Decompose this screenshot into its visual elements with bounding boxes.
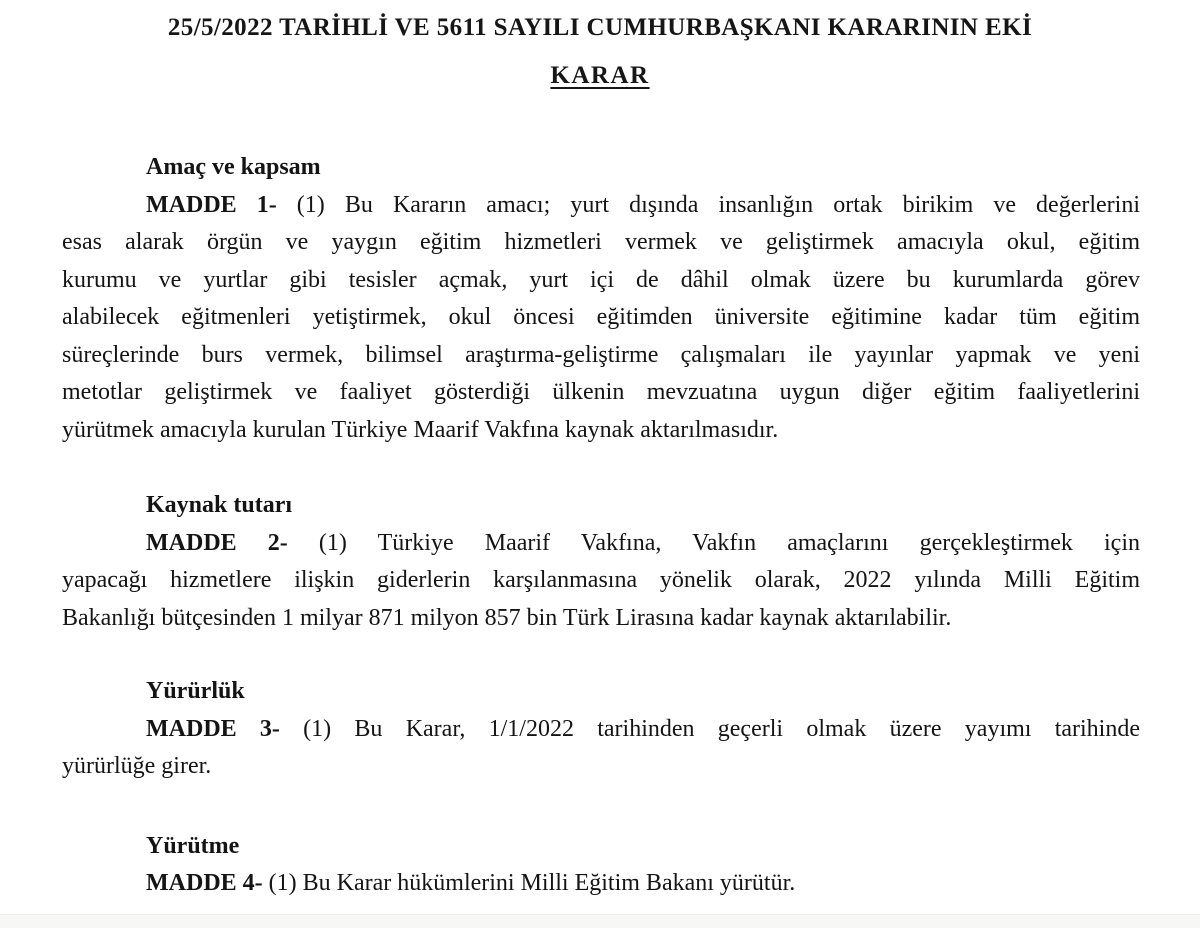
madde-label: MADDE 3- bbox=[146, 715, 280, 742]
line-text: (1) Bu Karar, 1/1/2022 tarihinden geçerli olmak üzere yayımı tarihinde bbox=[279, 715, 1141, 742]
paragraph-line bbox=[62, 299, 1140, 337]
paragraph-line bbox=[62, 187, 1140, 225]
section-heading: Kaynak tutarı bbox=[146, 492, 293, 518]
line-text: yapacağı hizmetlere ilişkin giderlerin karşılanmasına yönelik olarak, 2022 yılında Milli Eğitim bbox=[62, 567, 1140, 593]
document-subtitle-text: KARAR bbox=[550, 62, 650, 89]
line-text: (1) Bu Kararın amacı; yurt dışında insanlığın ortak birikim ve değerlerini bbox=[276, 191, 1141, 218]
paragraph-line bbox=[62, 600, 1140, 638]
line-text: yürürlüğe girer. bbox=[62, 753, 212, 779]
line-text: kurumu ve yurtlar gibi tesisler açmak, yurt içi de dâhil olmak üzere bu kurumlarda görev bbox=[62, 266, 1140, 293]
line-text: yürütmek amacıyla kurulan Türkiye Maarif Vakfına kaynak aktarılmasıdır. bbox=[62, 416, 779, 443]
paragraph-line bbox=[62, 525, 1140, 563]
decree-section bbox=[62, 149, 1140, 449]
madde-label: MADDE 2- bbox=[146, 529, 288, 556]
document-subtitle bbox=[0, 61, 1200, 91]
line-text: (1) Bu Karar hükümlerini Milli Eğitim Bakanı yürütür. bbox=[262, 870, 796, 896]
document-sections bbox=[62, 149, 1140, 903]
paragraph-line bbox=[62, 337, 1140, 375]
decree-section bbox=[62, 673, 1140, 786]
section-heading: Yürürlük bbox=[146, 678, 245, 704]
paragraph-line bbox=[62, 262, 1140, 300]
section-heading: Amaç ve kapsam bbox=[146, 154, 321, 180]
page-bottom-edge bbox=[0, 914, 1200, 928]
paragraph-line bbox=[62, 711, 1140, 749]
paragraph-line bbox=[62, 374, 1140, 412]
document-title: 25/5/2022 TARİHLİ VE 5611 SAYILI CUMHURBAŞKANI KARARININ EKİ bbox=[167, 14, 1033, 41]
line-text: alabilecek eğitmenleri yetiştirmek, okul öncesi eğitimden üniversite eğitimine kadar tüm eğitim bbox=[62, 304, 1140, 330]
section-heading: Yürütme bbox=[146, 832, 240, 859]
paragraph-line bbox=[62, 224, 1140, 262]
decree-section bbox=[62, 828, 1140, 903]
paragraph-line bbox=[62, 562, 1140, 600]
madde-label: MADDE 4- bbox=[146, 870, 263, 896]
line-text: süreçlerinde burs vermek, bilimsel araştırma-geliştirme çalışmaları ile yayınlar yapmak ve yeni bbox=[62, 341, 1140, 368]
decree-section bbox=[62, 487, 1140, 637]
paragraph-line bbox=[62, 865, 1140, 903]
line-text: Bakanlığı bütçesinden 1 milyar 871 milyon 857 bin Türk Lirasına kadar kaynak aktarılabilir. bbox=[62, 604, 952, 631]
line-text: metotlar geliştirmek ve faaliyet gösterdiği ülkenin mevzuatına uygun diğer eğitim faaliyetlerini bbox=[62, 379, 1140, 405]
paragraph-line bbox=[62, 412, 1140, 450]
line-text: esas alarak örgün ve yaygın eğitim hizmetleri vermek ve geliştirmek amacıyla okul, eğitim bbox=[62, 229, 1140, 255]
line-text: (1) Türkiye Maarif Vakfına, Vakfın amaçlarını gerçekleştirmek için bbox=[287, 529, 1141, 556]
madde-label: MADDE 1- bbox=[146, 191, 277, 218]
paragraph-line bbox=[62, 748, 1140, 786]
